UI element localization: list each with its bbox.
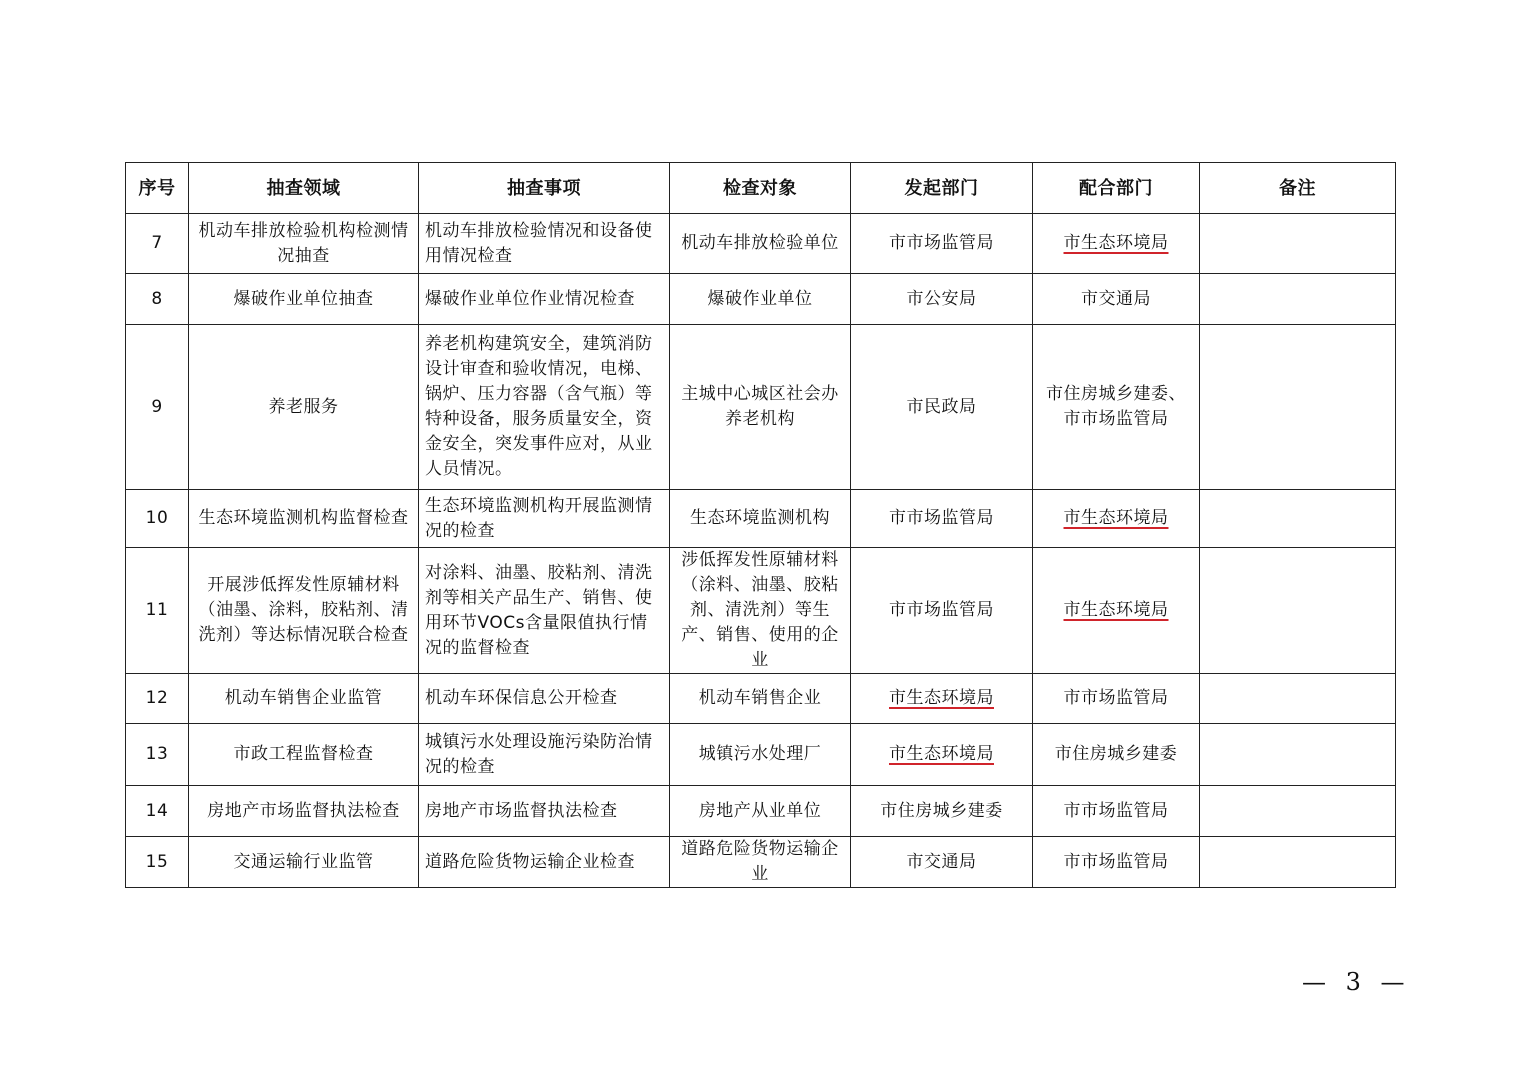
- cell-initiator: 市公安局: [851, 274, 1033, 325]
- cell-no: 14: [126, 786, 189, 837]
- cell-item: 对涂料、油墨、胶粘剂、清洗剂等相关产品生产、销售、使用环节VOCs含量限值执行情况的监督检查: [419, 548, 670, 674]
- cell-item: 机动车环保信息公开检查: [419, 674, 670, 724]
- cell-no: 8: [126, 274, 189, 325]
- table-row: [126, 724, 1396, 786]
- cell-no: 7: [126, 214, 189, 274]
- cell-target: 房地产从业单位: [670, 786, 851, 837]
- cell-initiator: [851, 724, 1033, 786]
- cell-initiator: [851, 674, 1033, 724]
- table-row: [126, 325, 1396, 490]
- cell-cooperator: [1033, 490, 1200, 548]
- cell-cooperator: 市住房城乡建委: [1033, 724, 1200, 786]
- table-row: [126, 674, 1396, 724]
- initiator-text: 市生态环境局: [889, 744, 994, 764]
- cell-no: 10: [126, 490, 189, 548]
- cell-target: 涉低挥发性原辅材料（涂料、油墨、胶粘剂、清洗剂）等生产、销售、使用的企业: [670, 548, 851, 674]
- table-row: [126, 548, 1396, 674]
- cell-field: 房地产市场监督执法检查: [189, 786, 419, 837]
- table-row: [126, 786, 1396, 837]
- header-remark: 备注: [1200, 163, 1396, 214]
- cell-cooperator: 市市场监管局: [1033, 837, 1200, 888]
- cell-cooperator: 市市场监管局: [1033, 674, 1200, 724]
- cell-remark: [1200, 548, 1396, 674]
- cell-no: 13: [126, 724, 189, 786]
- cell-remark: [1200, 214, 1396, 274]
- cell-remark: [1200, 325, 1396, 490]
- cell-remark: [1200, 837, 1396, 888]
- cell-no: 11: [126, 548, 189, 674]
- cell-cooperator: 市市场监管局: [1033, 786, 1200, 837]
- cell-remark: [1200, 674, 1396, 724]
- page-number: — 3 —: [1302, 968, 1411, 996]
- cell-target: 城镇污水处理厂: [670, 724, 851, 786]
- cell-target: 机动车排放检验单位: [670, 214, 851, 274]
- header-initiator: 发起部门: [851, 163, 1033, 214]
- cell-remark: [1200, 490, 1396, 548]
- cell-remark: [1200, 274, 1396, 325]
- cell-remark: [1200, 786, 1396, 837]
- initiator-text: 市生态环境局: [889, 688, 994, 708]
- cell-item: 养老机构建筑安全，建筑消防设计审查和验收情况，电梯、锅炉、压力容器（含气瓶）等特种设备，服务质量安全，资金安全，突发事件应对，从业人员情况。: [419, 325, 670, 490]
- header-cooperator: 配合部门: [1033, 163, 1200, 214]
- cooperator-text: 市生态环境局: [1063, 508, 1169, 528]
- cell-item: 城镇污水处理设施污染防治情况的检查: [419, 724, 670, 786]
- cell-cooperator: 市交通局: [1033, 274, 1200, 325]
- header-target: 检查对象: [670, 163, 851, 214]
- cell-target: 机动车销售企业: [670, 674, 851, 724]
- cell-field: 养老服务: [189, 325, 419, 490]
- header-item: 抽查事项: [419, 163, 670, 214]
- cell-field: 市政工程监督检查: [189, 724, 419, 786]
- cell-field: 开展涉低挥发性原辅材料（油墨、涂料，胶粘剂、清洗剂）等达标情况联合检查: [189, 548, 419, 674]
- cell-item: 道路危险货物运输企业检查: [419, 837, 670, 888]
- cell-field: 爆破作业单位抽查: [189, 274, 419, 325]
- cooperator-text: 市生态环境局: [1063, 600, 1169, 620]
- table-row: [126, 837, 1396, 888]
- cell-item: 生态环境监测机构开展监测情况的检查: [419, 490, 670, 548]
- cell-field: 机动车销售企业监管: [189, 674, 419, 724]
- cell-initiator: 市民政局: [851, 325, 1033, 490]
- cell-no: 12: [126, 674, 189, 724]
- cell-initiator: 市市场监管局: [851, 214, 1033, 274]
- cell-target: 爆破作业单位: [670, 274, 851, 325]
- cell-cooperator: [1033, 548, 1200, 674]
- cell-cooperator: 市住房城乡建委、市市场监管局: [1033, 325, 1200, 490]
- cooperator-text: 市生态环境局: [1063, 233, 1169, 253]
- cell-target: 主城中心城区社会办养老机构: [670, 325, 851, 490]
- cell-cooperator: [1033, 214, 1200, 274]
- table-row: [126, 214, 1396, 274]
- table-header-row: [126, 163, 1396, 214]
- cell-item: 房地产市场监督执法检查: [419, 786, 670, 837]
- cell-target: 道路危险货物运输企业: [670, 837, 851, 888]
- inspection-table: [125, 162, 1396, 888]
- cell-initiator: 市市场监管局: [851, 548, 1033, 674]
- header-field: 抽查领域: [189, 163, 419, 214]
- cell-initiator: 市市场监管局: [851, 490, 1033, 548]
- table-row: [126, 490, 1396, 548]
- table-row: [126, 274, 1396, 325]
- cell-remark: [1200, 724, 1396, 786]
- cell-target: 生态环境监测机构: [670, 490, 851, 548]
- cell-field: 交通运输行业监管: [189, 837, 419, 888]
- cell-field: 机动车排放检验机构检测情况抽查: [189, 214, 419, 274]
- cell-no: 9: [126, 325, 189, 490]
- cell-initiator: 市交通局: [851, 837, 1033, 888]
- header-no: 序号: [126, 163, 189, 214]
- cell-initiator: 市住房城乡建委: [851, 786, 1033, 837]
- cell-item: 机动车排放检验情况和设备使用情况检查: [419, 214, 670, 274]
- cell-no: 15: [126, 837, 189, 888]
- cell-item: 爆破作业单位作业情况检查: [419, 274, 670, 325]
- cell-field: 生态环境监测机构监督检查: [189, 490, 419, 548]
